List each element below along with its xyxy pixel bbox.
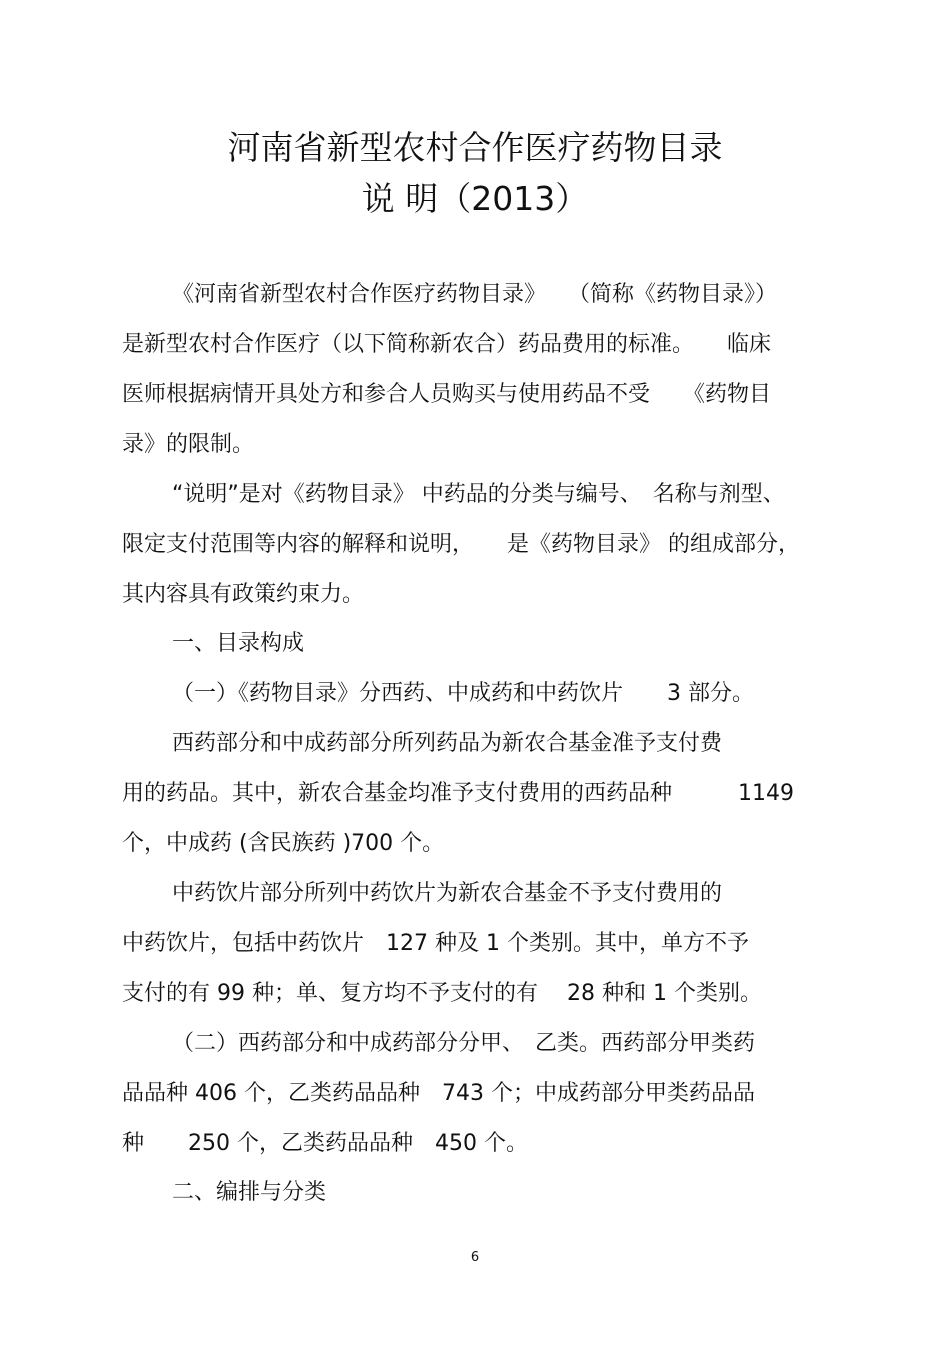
body-line: 录》的限制。 <box>122 432 255 457</box>
body-line: 用的药品。其中，新农合基金均准予支付费用的西药品种 1149 <box>122 781 794 806</box>
body-line: （一）《药物目录》分西药、中成药和中药饮片 3 部分。 <box>172 681 754 706</box>
body-line: 个，中成药 (含民族药 )700 个。 <box>122 831 445 856</box>
body-line: 是新型农村合作医疗（以下简称新农合）药品费用的标准。 临床 <box>122 332 772 357</box>
document-subtitle: 说 明（2013） <box>361 179 589 218</box>
body-line: 品品种 406 个，乙类药品品种 743 个；中成药部分甲类药品品 <box>122 1081 755 1106</box>
body-line: 其内容具有政策约束力。 <box>122 582 365 607</box>
document-title: 河南省新型农村合作医疗药物目录 <box>227 128 723 167</box>
body-line: 中药饮片，包括中药饮片 127 种及 1 个类别。其中，单方不予 <box>122 931 749 956</box>
body-line: 中药饮片部分所列中药饮片为新农合基金不予支付费用的 <box>172 881 723 906</box>
page-number: 6 <box>470 1250 480 1265</box>
section-heading: 二、编排与分类 <box>172 1180 327 1205</box>
body-line: 限定支付范围等内容的解释和说明， 是《药物目录》 的组成部分， <box>122 532 800 557</box>
body-line: 支付的有 99 种；单、复方均不予支付的有 28 种和 1 个类别。 <box>122 981 762 1006</box>
body-line: 西药部分和中成药部分所列药品为新农合基金准予支付费 <box>172 731 723 756</box>
body-line: “说明”是对《药物目录》 中药品的分类与编号、 名称与剂型、 <box>172 482 785 507</box>
body-line: 医师根据病情开具处方和参合人员购买与使用药品不受 《药物目 <box>122 382 772 407</box>
body-line: （二）西药部分和中成药部分分甲、 乙类。西药部分甲类药 <box>172 1031 756 1056</box>
section-heading: 一、目录构成 <box>172 631 305 656</box>
body-line: 《河南省新型农村合作医疗药物目录》 （简称《药物目录》） <box>172 282 778 307</box>
body-line: 种 250 个，乙类药品品种 450 个。 <box>122 1131 528 1156</box>
